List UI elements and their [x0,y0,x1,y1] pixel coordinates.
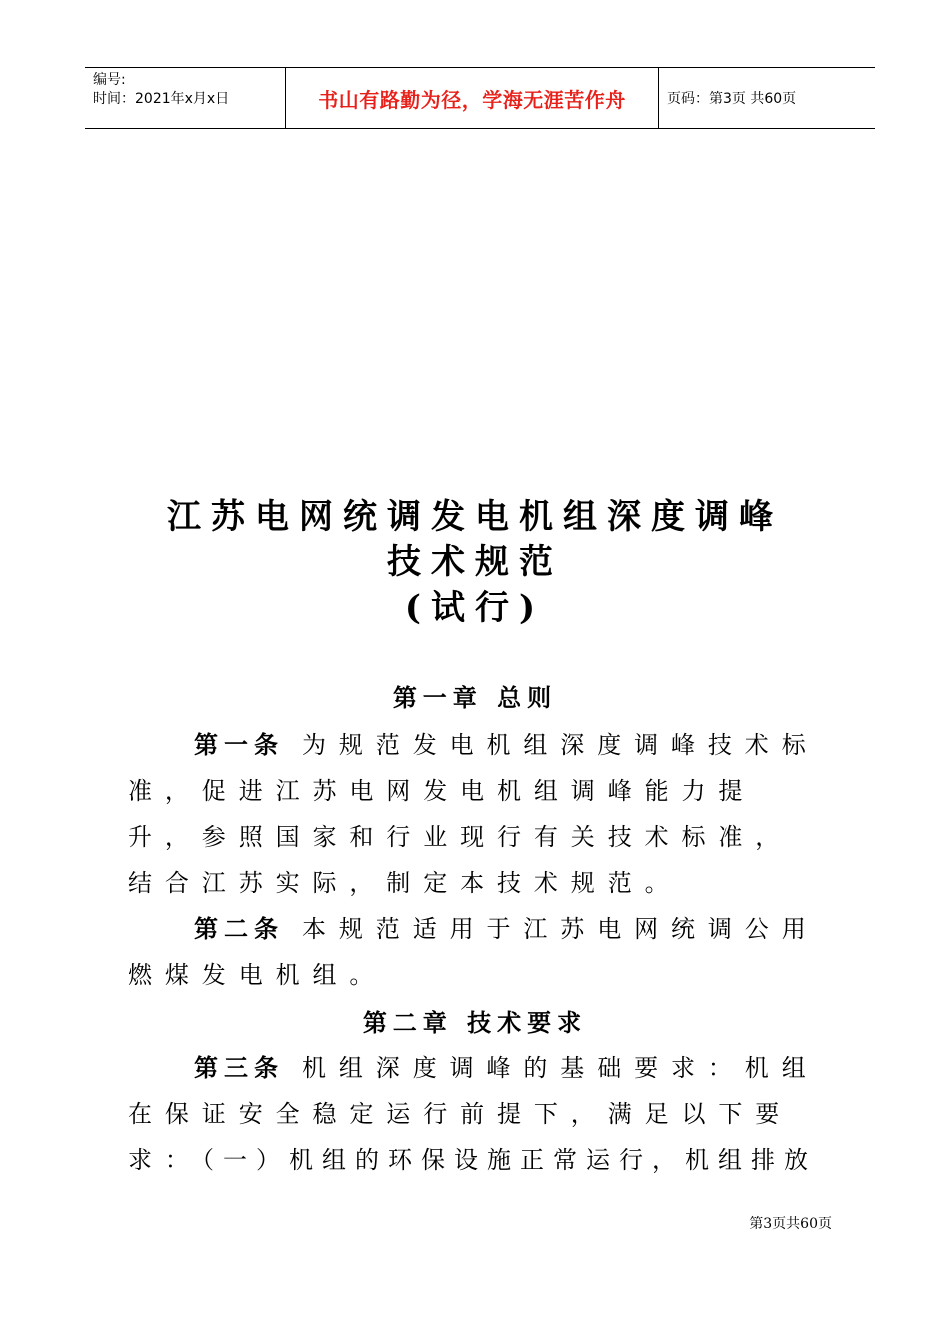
article-1 [128,722,828,906]
article-3-text: 机组深度调峰的基础要求：机组在保证安全稳定运行前提下，满足以下要求： [128,1054,819,1174]
article-3-label: 第三条 [194,1054,284,1082]
header-motto: 书山有路勤为径，学海无涯苦作舟 [285,68,659,128]
date-label: 时间：2021年x月x日 [93,91,230,107]
document-title-line-1: 江苏电网统调发电机组深度调峰 [167,497,783,537]
header-left-cell [85,68,285,128]
page-footer: 第3页共60页 [749,1216,832,1232]
article-2-text: 本规范适用于江苏电网统调公用燃煤发电机组。 [128,915,819,989]
document-title-line-3: (试行) [404,588,546,628]
article-2-label: 第二条 [194,915,284,943]
page-header [85,67,875,129]
serial-number-label: 编号: [93,72,126,88]
chapter-1-heading: 第一章 总则 [392,684,558,712]
chapter-2-heading: 第二章 技术要求 [362,1009,588,1037]
header-page-info: 页码：第3页 共60页 [667,91,797,107]
document-title-line-2: 技术规范 [387,542,563,582]
article-1-label: 第一条 [194,731,284,759]
article-2 [128,906,828,998]
item-1: （一）机组的环保设施正常运行，机组排放 [190,1146,817,1174]
article-1-text: 为规范发电机组深度调峰技术标准，促进江苏电网发电机组调峰能力提升，参照国家和行业现行有关技术标准，结合江苏实际，制定本技术规范。 [128,731,819,897]
